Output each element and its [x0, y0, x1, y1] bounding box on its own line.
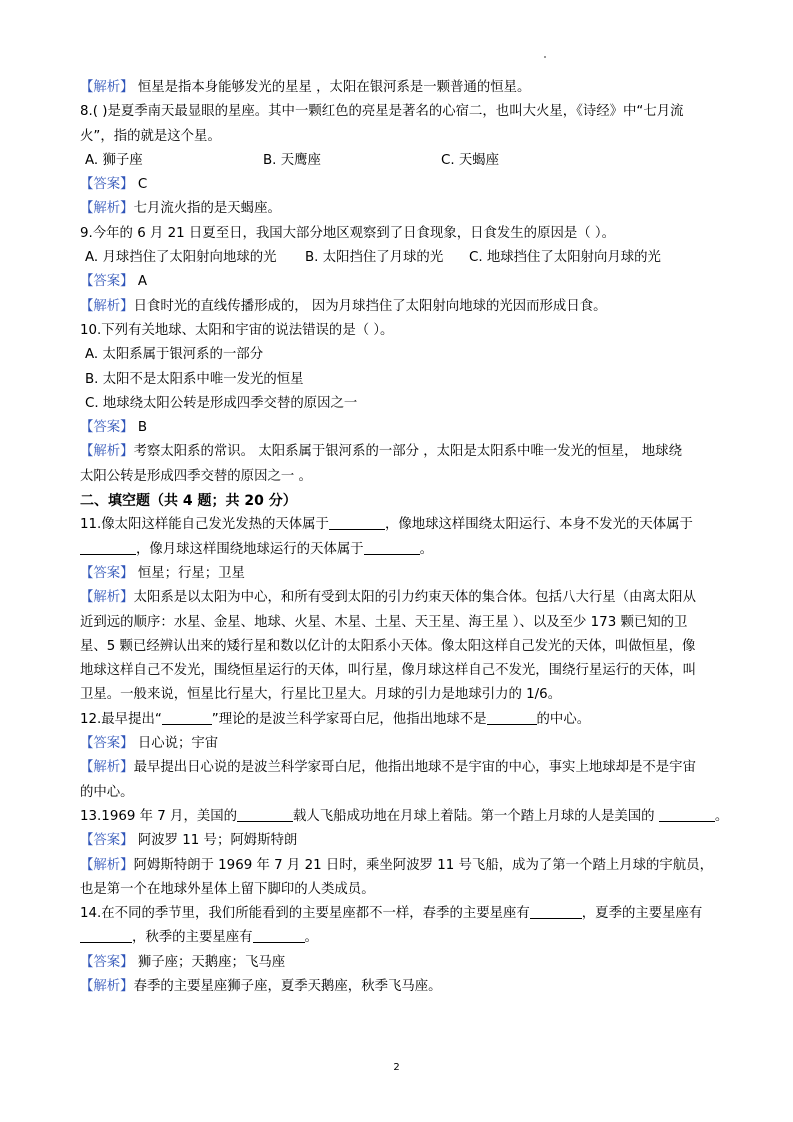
answer-text: 狮子座；天鹅座；飞马座	[137, 954, 286, 970]
answer-tag: 【答案】	[80, 274, 134, 290]
q11-stem-line1	[80, 513, 720, 537]
explanation-tag: 【解析】	[80, 590, 134, 606]
q11-stem-line2	[80, 538, 720, 562]
q10-stem: 10.下列有关地球、太阳和宇宙的说法错误的是（ ）。	[80, 322, 394, 338]
answer-text: A	[137, 274, 147, 290]
answer-tag: 【答案】	[80, 954, 134, 970]
explanation-text: 七月流火指的是天蝎座。	[133, 201, 281, 217]
q14-text-c: ，秋季的主要星座有	[132, 930, 253, 946]
q13-text-a: 13.1969 年 7 月，美国的	[80, 808, 238, 824]
q8-stem-line1: 8.( )是夏季南天最显眼的星座。其中一颗红色的亮星是著名的心宿二，也叫大火星，《诗经》中“七月流	[80, 104, 684, 120]
q14-text-a: 14.在不同的季节里，我们所能看到的主要星座都不一样，春季的主要星座有	[80, 906, 530, 922]
q11-text-a: 11.像太阳这样能自己发光发热的天体属于	[80, 517, 329, 533]
q11-explanation-line3: 星、5 颗已经辨认出来的矮行星和数以亿计的太阳系小天体。像太阳这样自己发光的天体，叫做恒星，像	[80, 638, 696, 654]
q13-text-b: 载人飞船成功地在月球上着陆。第一个踏上月球的人是美国的	[293, 808, 659, 824]
q11-answer	[80, 562, 720, 586]
q14-answer	[80, 951, 720, 975]
q9-options	[80, 246, 720, 270]
q11-explanation-line5: 卫星。一般来说，恒星比行星大，行星比卫星大。月球的引力是地球引力的 1/6。	[80, 687, 562, 703]
answer-text: 恒星；行星；卫星	[137, 565, 245, 581]
q11-explanation-line4: 地球这样自己不发光，围绕恒星运行的天体，叫行星，像月球这样自己不发光，围绕行星运行的天体，叫	[80, 663, 696, 679]
section-heading: 二、填空题（共 4 题；共 20 分）	[80, 493, 297, 510]
explanation-tag: 【解析】	[80, 201, 134, 217]
q13-blank-1	[237, 806, 293, 822]
explanation-tag: 【解析】	[80, 80, 134, 95]
answer-text: 日心说；宇宙	[137, 736, 219, 752]
scan-dot	[544, 56, 546, 58]
q14-blank-1	[530, 903, 582, 919]
q10-answer	[80, 416, 720, 440]
q12-blank-2	[487, 709, 537, 725]
q10-option-b: B. 太阳不是太阳系中唯一发光的恒星	[85, 371, 304, 387]
q8-option-a: A. 狮子座	[85, 152, 143, 168]
q12-answer	[80, 732, 720, 756]
q10-explanation-line2: 太阳公转是形成四季交替的原因之一 。	[80, 468, 312, 484]
q13-explanation-line2: 也是第一个在地球外星体上留下脚印的人类成员。	[80, 881, 375, 897]
q9-option-c: C. 地球挡住了太阳射向月球的光	[469, 250, 661, 266]
explanation-tag: 【解析】	[80, 978, 134, 994]
q14-stem-line1	[80, 902, 720, 926]
q8-options	[80, 149, 720, 173]
q8-option-b: B. 天鹰座	[263, 152, 321, 168]
q11-blank-1	[329, 514, 385, 530]
q11-blank-3	[364, 539, 420, 555]
q13-stem	[80, 805, 729, 829]
q14-stem-line2	[80, 926, 720, 950]
explanation-text: 日食时光的直线传播形成的， 因为月球挡住了太阳射向地球的光因而形成日食。	[133, 298, 607, 314]
q11-explanation-line1	[80, 586, 720, 610]
explanation-tag: 【解析】	[80, 760, 134, 776]
q8-answer	[80, 173, 720, 197]
answer-tag: 【答案】	[80, 177, 134, 193]
explanation-text: 恒星是指本身能够发光的星星 ，太阳在银河系是一颗普通的恒星。	[137, 80, 531, 95]
answer-text: C	[137, 177, 148, 193]
q13-answer	[80, 829, 720, 853]
q12-text-c: 的中心。	[536, 711, 591, 727]
answer-text: B	[137, 420, 148, 436]
q13-text-c: 。	[714, 808, 729, 824]
explanation-text: 考察太阳系的常识。 太阳系属于银河系的一部分 ，太阳是太阳系中唯一发光的恒星， 地球绕	[133, 444, 682, 460]
content-body	[80, 76, 729, 999]
q12-stem	[80, 708, 720, 732]
answer-tag: 【答案】	[80, 833, 134, 849]
q14-text-d: 。	[304, 930, 318, 946]
q11-explanation-line2: 近到远的顺序：水星、金星、地球、火星、木星、土星、天王星、海王星 ）、以及至少 173 颗已知的卫	[80, 614, 688, 630]
q7-explanation	[80, 76, 720, 100]
page-number: 2	[393, 1062, 400, 1073]
q10-option-a: A. 太阳系属于银河系的一部分	[85, 347, 264, 363]
explanation-text: 最早提出日心说的是波兰科学家哥白尼，他指出地球不是宇宙的中心，事实上地球却是不是宇宙	[133, 760, 696, 776]
q12-text-a: 12.最早提出“	[80, 711, 162, 727]
q13-explanation-line1	[80, 854, 720, 878]
q9-answer	[80, 270, 720, 294]
q9-stem: 9.今年的 6 月 21 日夏至日，我国大部分地区观察到了日食现象，日食发生的原因是（ ）。	[80, 225, 615, 241]
q8-stem-line2: 火”，指的就是这个星。	[80, 128, 221, 144]
explanation-text: 春季的主要星座狮子座，夏季天鹅座，秋季飞马座。	[133, 978, 442, 994]
answer-text: 阿波罗 11 号；阿姆斯特朗	[137, 833, 298, 849]
q11-blank-2	[80, 539, 136, 555]
q11-text-b: ，像地球这样围绕太阳运行、本身不发光的天体属于	[384, 517, 693, 533]
answer-tag: 【答案】	[80, 736, 134, 752]
q12-explanation-line1	[80, 756, 720, 780]
explanation-tag: 【解析】	[80, 857, 134, 873]
q9-explanation	[80, 295, 720, 319]
q14-blank-2	[80, 927, 132, 943]
explanation-tag: 【解析】	[80, 444, 134, 460]
explanation-tag: 【解析】	[80, 298, 134, 314]
q10-option-c: C. 地球绕太阳公转是形成四季交替的原因之一	[85, 395, 358, 411]
answer-tag: 【答案】	[80, 420, 134, 436]
q14-text-b: ，夏季的主要星座有	[581, 906, 703, 922]
q12-explanation-line2: 的中心。	[80, 784, 134, 800]
q8-option-c: C. 天蝎座	[441, 152, 500, 168]
q8-explanation	[80, 197, 720, 221]
q10-explanation-line1	[80, 440, 720, 464]
q12-text-b: ”理论的是波兰科学家哥白尼，他指出地球不是	[211, 711, 487, 727]
q9-option-b: B. 太阳挡住了月球的光	[305, 250, 444, 266]
q13-blank-2	[659, 806, 715, 822]
explanation-text: 太阳系是以太阳为中心，和所有受到太阳的引力约束天体的集合体。包括八大行星（由离太阳从	[133, 590, 696, 606]
q11-text-c: ，像月球这样围绕地球运行的天体属于	[136, 541, 364, 557]
q12-blank-1	[162, 709, 212, 725]
q14-blank-3	[253, 927, 305, 943]
explanation-text: 阿姆斯特朗于 1969 年 7 月 21 日时，乘坐阿波罗 11 号飞船，成为了第一个踏上月球的宇航员，	[133, 857, 713, 873]
q9-option-a: A. 月球挡住了太阳射向地球的光	[85, 250, 277, 266]
q14-explanation	[80, 975, 720, 999]
answer-tag: 【答案】	[80, 565, 134, 581]
q11-text-d: 。	[419, 541, 434, 557]
